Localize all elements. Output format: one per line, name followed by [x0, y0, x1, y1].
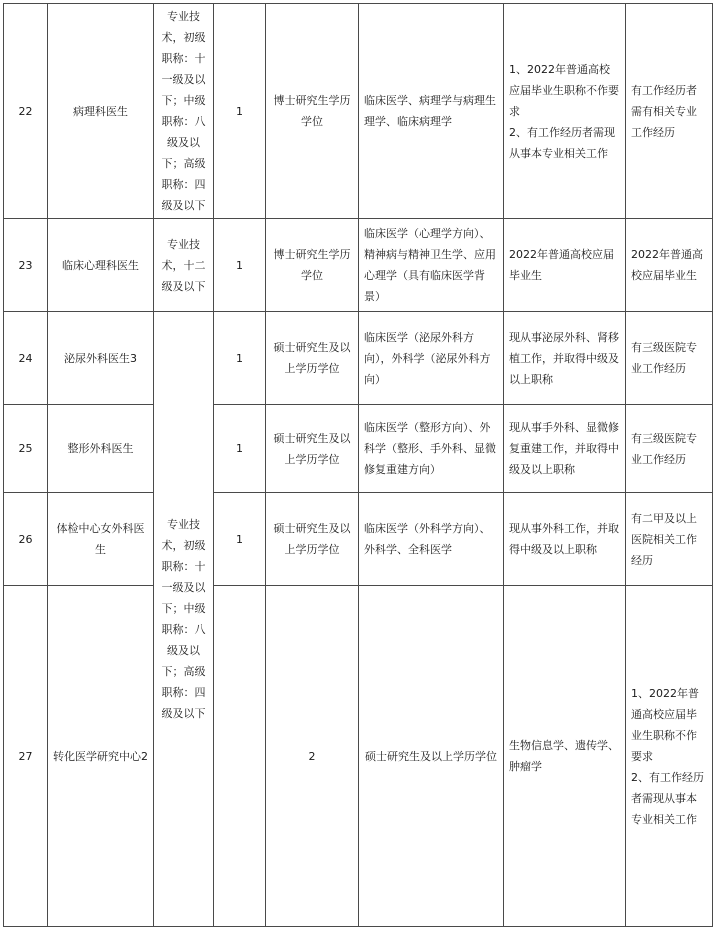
position-name: 体检中心女外科医生 — [48, 493, 154, 586]
title-requirement: 专业技术，十二级及以下 — [154, 219, 214, 312]
other-requirement: 1、2022年普通高校应届毕业生职称不作要求 2、有工作经历者需现从事本专业相关工作 — [626, 586, 713, 927]
education-requirement: 硕士研究生及以上学历学位 — [359, 586, 504, 927]
position-name: 整形外科医生 — [48, 405, 154, 493]
position-name: 泌尿外科医生3 — [48, 312, 154, 405]
hire-count: 2 — [266, 586, 359, 927]
experience-requirement: 有三级医院专业工作经历 — [626, 405, 713, 493]
position-name: 病理科医生 — [48, 4, 154, 219]
table-row — [4, 493, 713, 586]
title-requirement-empty — [214, 586, 266, 927]
experience-requirement: 有工作经历者需有相关专业工作经历 — [626, 4, 713, 219]
other-requirement: 现从事外科工作，并取得中级及以上职称 — [504, 493, 626, 586]
hire-count: 1 — [214, 405, 266, 493]
title-requirement-merged: 专业技术，初级职称：十一级及以下；中级职称：八级及以下；高级职称：四级及以下 — [154, 312, 214, 927]
education-requirement: 博士研究生学历学位 — [266, 219, 359, 312]
hire-count: 1 — [214, 312, 266, 405]
experience-requirement: 有二甲及以上医院相关工作经历 — [626, 493, 713, 586]
hire-count: 1 — [214, 4, 266, 219]
other-requirement: 现从事手外科、显微修复重建工作，并取得中级及以上职称 — [504, 405, 626, 493]
other-requirement: 1、2022年普通高校应届毕业生职称不作要求 2、有工作经历者需现从事本专业相关工作 — [504, 4, 626, 219]
hire-count: 1 — [214, 493, 266, 586]
table-row — [4, 219, 713, 312]
row-number: 23 — [4, 219, 48, 312]
hire-count: 1 — [214, 219, 266, 312]
position-name: 转化医学研究中心2 — [48, 586, 154, 927]
table-row — [4, 405, 713, 493]
major-requirement: 生物信息学、遗传学、肿瘤学 — [504, 586, 626, 927]
row-number: 22 — [4, 4, 48, 219]
table-row — [4, 4, 713, 219]
recruitment-table — [3, 3, 713, 927]
position-name: 临床心理科医生 — [48, 219, 154, 312]
major-requirement: 临床医学、病理学与病理生理学、临床病理学 — [359, 4, 504, 219]
education-requirement: 硕士研究生及以上学历学位 — [266, 493, 359, 586]
row-number: 25 — [4, 405, 48, 493]
row-number: 27 — [4, 586, 48, 927]
row-number: 26 — [4, 493, 48, 586]
table-row — [4, 312, 713, 405]
education-requirement: 硕士研究生及以上学历学位 — [266, 405, 359, 493]
major-requirement: 临床医学（外科学方向）、外科学、全科医学 — [359, 493, 504, 586]
other-requirement: 现从事泌尿外科、肾移植工作，并取得中级及以上职称 — [504, 312, 626, 405]
other-requirement: 2022年普通高校应届毕业生 — [504, 219, 626, 312]
experience-requirement: 有三级医院专业工作经历 — [626, 312, 713, 405]
title-requirement: 专业技术，初级职称：十一级及以下；中级职称：八级及以下；高级职称：四级及以下 — [154, 4, 214, 219]
major-requirement: 临床医学（泌尿外科方向），外科学（泌尿外科方向） — [359, 312, 504, 405]
major-requirement: 临床医学（整形方向）、外科学（整形、手外科、显微修复重建方向） — [359, 405, 504, 493]
education-requirement: 博士研究生学历学位 — [266, 4, 359, 219]
major-requirement: 临床医学（心理学方向）、精神病与精神卫生学、应用心理学（具有临床医学背景） — [359, 219, 504, 312]
table-row — [4, 586, 713, 927]
experience-requirement: 2022年普通高校应届毕业生 — [626, 219, 713, 312]
education-requirement: 硕士研究生及以上学历学位 — [266, 312, 359, 405]
row-number: 24 — [4, 312, 48, 405]
